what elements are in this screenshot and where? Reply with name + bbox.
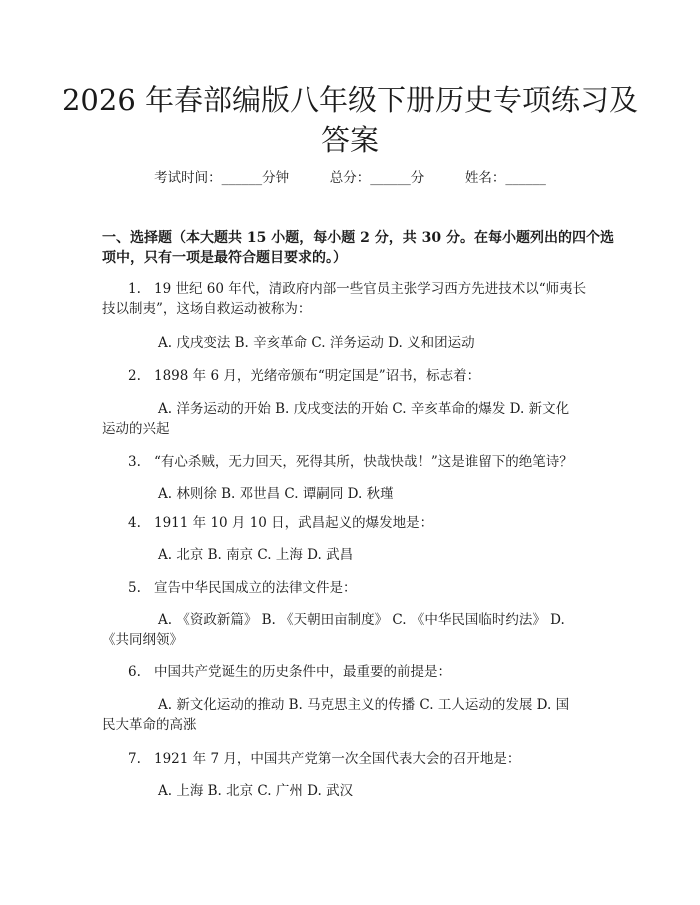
document-title	[60, 80, 640, 160]
question-text-line-1: 1911 年 10 月 10 日，武昌起义的爆发地是：	[154, 515, 434, 531]
question-text-line-1: 宣告中华民国成立的法律文件是：	[154, 580, 357, 596]
name-blank: ______	[505, 170, 546, 186]
options-line-2: 运动的兴起	[102, 421, 170, 437]
question-number: 2.	[128, 368, 141, 384]
options-line-1: A. 上海 B. 北京 C. 广州 D. 武汉	[158, 783, 354, 799]
question-2-options	[102, 399, 627, 439]
question-5	[102, 578, 627, 598]
options-line-1: A. 北京 B. 南京 C. 上海 D. 武昌	[158, 547, 354, 563]
time-blank: ______	[221, 170, 263, 186]
options-line-1: A. 戊戌变法 B. 辛亥革命 C. 洋务运动 D. 义和团运动	[158, 335, 475, 351]
question-number: 6.	[128, 664, 141, 680]
question-4	[102, 513, 627, 533]
question-1-options	[102, 333, 627, 353]
section-heading-line-1: 一、选择题（本大题共 15 小题，每小题 2 分，共 30 分。在每小题列出的四个选	[102, 230, 614, 246]
question-text-line-1: 1898 年 6 月，光绪帝颁布“明定国是”诏书，标志着：	[154, 368, 481, 384]
question-number: 4.	[128, 515, 141, 531]
question-text-line-1: “有心杀贼，无力回天，死得其所，快哉快哉！”这是谁留下的绝笔诗？	[154, 454, 573, 470]
time-unit: 分钟	[262, 170, 290, 186]
options-line-1: A. 洋务运动的开始 B. 戊戌变法的开始 C. 辛亥革命的爆发 D. 新文化	[158, 401, 570, 417]
section-heading	[102, 228, 627, 268]
question-6-options	[102, 695, 627, 735]
name-label: 姓名：	[464, 170, 506, 186]
score-blank: ______	[370, 170, 411, 186]
question-6	[102, 662, 627, 682]
question-7-options	[102, 781, 627, 801]
options-line-1: A. 《资政新篇》 B. 《天朝田亩制度》 C. 《中华民国临时约法》 D.	[158, 612, 565, 628]
question-number: 1.	[128, 281, 141, 297]
options-line-1: A. 新文化运动的推动 B. 马克思主义的传播 C. 工人运动的发展 D. 国	[158, 697, 570, 713]
question-4-options	[102, 545, 627, 565]
question-number: 7.	[128, 751, 141, 767]
question-5-options	[102, 610, 627, 650]
question-text-line-1: 1921 年 7 月，中国共产党第一次全国代表大会的召开地是：	[154, 751, 521, 767]
exam-info	[0, 168, 700, 188]
question-text-line-2: 技以制夷”，这场自救运动被称为：	[102, 301, 312, 317]
question-text-line-1: 中国共产党诞生的历史条件中，最重要的前提是：	[154, 664, 451, 680]
score-unit: 分	[410, 170, 425, 186]
question-7	[102, 749, 627, 769]
section-heading-line-2: 项中，只有一项是最符合题目要求的。）	[102, 250, 347, 266]
options-line-2: 《共同纲领》	[102, 632, 183, 648]
title-line-1: 2026 年春部编版八年级下册历史专项练习及	[61, 83, 639, 117]
question-1	[102, 279, 627, 319]
score-label: 总分：	[329, 170, 371, 186]
question-number: 5.	[128, 580, 141, 596]
title-line-2: 答案	[320, 123, 379, 157]
question-3-options	[102, 484, 627, 504]
options-line-1: A. 林则徐 B. 邓世昌 C. 谭嗣同 D. 秋瑾	[158, 486, 394, 502]
options-line-2: 民大革命的高涨	[102, 717, 197, 733]
time-label: 考试时间：	[154, 170, 222, 186]
question-3	[102, 452, 627, 472]
question-number: 3.	[128, 454, 141, 470]
question-2	[102, 366, 627, 386]
question-text-line-1: 19 世纪 60 年代，清政府内部一些官员主张学习西方先进技术以“师夷长	[154, 281, 587, 297]
